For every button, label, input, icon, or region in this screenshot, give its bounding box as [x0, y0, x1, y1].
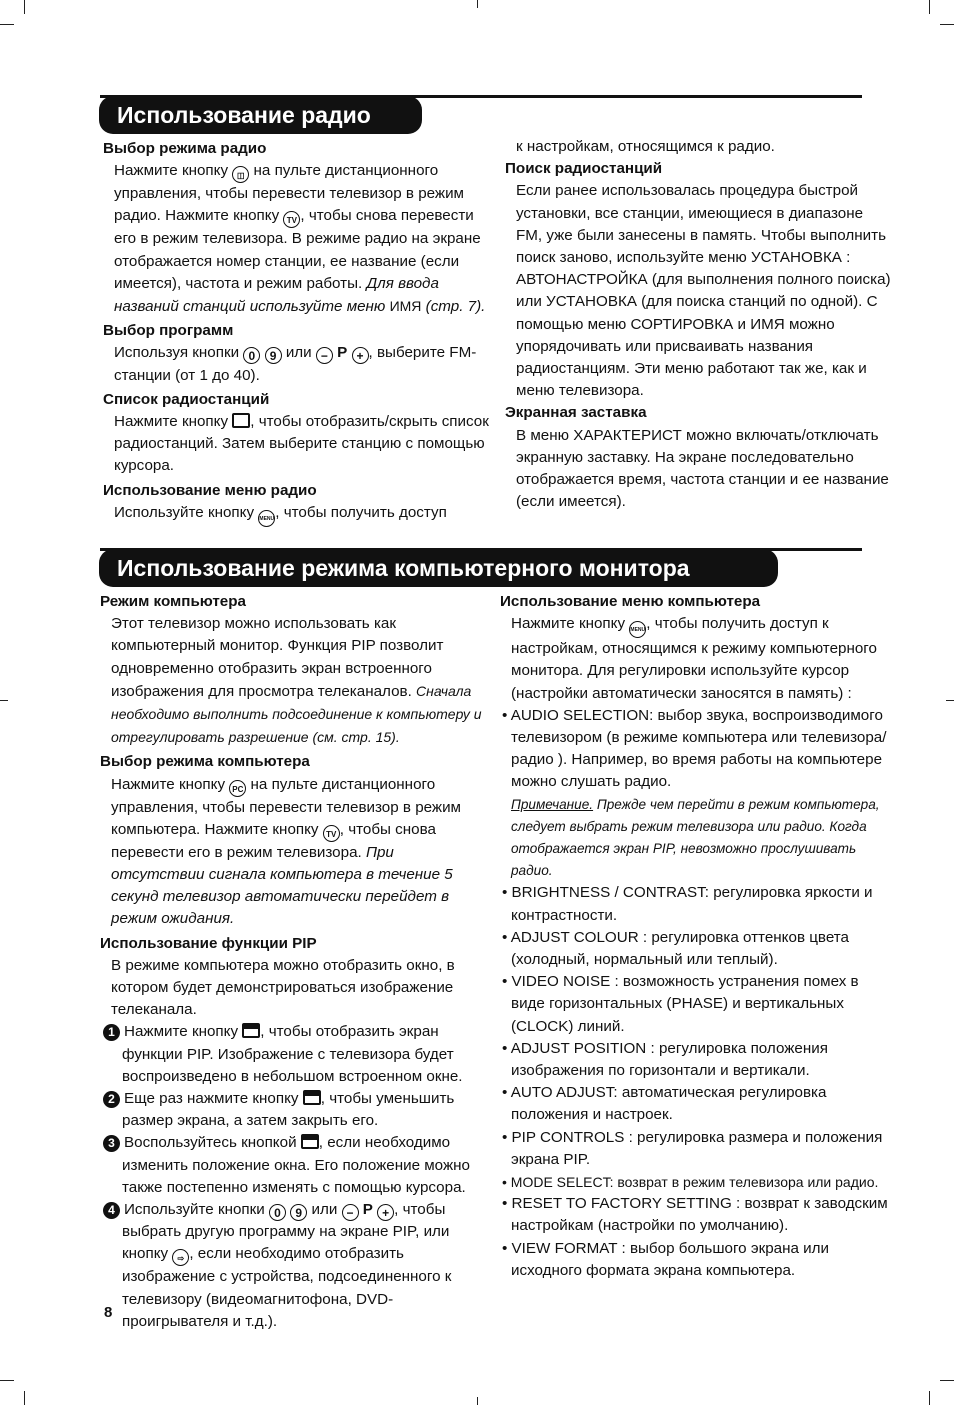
radio-menu-text-cont: к настройкам, относящимся к радио. — [516, 138, 775, 155]
radio-list-heading: Список радиостанций — [103, 390, 270, 408]
pc-column-left — [100, 591, 489, 1333]
pc-pip-text: В режиме компьютера можно отобразить окно, в котором будет демонстрироваться изображение телеканала. — [111, 956, 455, 1019]
pc-mode-heading: Режим компьютера — [100, 593, 246, 610]
pc-select-text: Нажмите кнопку PC на пульте дистанционного управления, чтобы перевести телевизор в режим компьютера. Нажмите кнопку TV , чтобы снова перевести его в режим телевизора. При отсутствии сигнала компьютера в течение 5 секунд телевизор автоматически перейдет в режим ожидания. — [111, 775, 462, 928]
step-number-icon: 4 — [103, 1202, 120, 1219]
minus-button-icon: − — [342, 1204, 359, 1221]
page-number: 8 — [104, 1304, 113, 1321]
crop-mark — [929, 0, 930, 14]
pip-step-4: 4 Используйте кнопки 0 9 или − P + , чтобы выбрать другую программу на экране PIP, или кнопку ⇨ , если необходимо отобразить изображение с устройства, подсоединенного к телевизору (видеомагнитофона, DVD-проигрывателя и т.д.). — [111, 1199, 489, 1333]
pc-menu-item: • PIP CONTROLS : регулировка размера и положения экрана PIP. — [502, 1128, 883, 1168]
crop-mark — [0, 700, 8, 701]
crop-mark — [24, 1391, 25, 1405]
radio-mode-heading: Выбор режима радио — [103, 140, 267, 157]
digit-0-button-icon: 0 — [243, 347, 260, 364]
section-title-pc: Использование режима компьютерного монитора — [99, 549, 778, 587]
list-button-icon — [232, 413, 250, 428]
tv-button-icon: TV — [323, 825, 340, 842]
pip-step-1: 1 Нажмите кнопку , чтобы отобразить экран функции PIP. Изображение с телевизора будет воспроизведено в небольшом встроенном окне. — [111, 1021, 489, 1088]
pc-column-right — [500, 591, 891, 1282]
radio-button-icon: ◫ — [232, 166, 249, 183]
crop-mark — [0, 24, 14, 25]
radio-prog-text: Используя кнопки 0 9 или − P + , выберите FM-станции (от 1 до 40). — [114, 344, 477, 384]
crop-mark — [940, 1380, 954, 1381]
pc-pip-heading: Использование функции PIP — [100, 934, 317, 952]
crop-mark — [477, 0, 478, 8]
step-number-icon: 2 — [103, 1091, 120, 1108]
tv-button-icon: TV — [283, 211, 300, 228]
menu-button-icon: MENU — [258, 510, 275, 527]
plus-button-icon: + — [352, 347, 369, 364]
pc-menu-item: • RESET TO FACTORY SETTING : возврат к заводским настройкам (настройки по умолчанию). — [502, 1195, 888, 1235]
section-title-radio: Использование радио — [99, 96, 422, 134]
radio-search-heading: Поиск радиостанций — [505, 160, 663, 178]
radio-list-text: Нажмите кнопку , чтобы отобразить/скрыть список радиостанций. Затем выберите станцию с помощью курсора. — [114, 413, 489, 475]
crop-mark — [946, 700, 954, 701]
step-number-icon: 3 — [103, 1135, 120, 1152]
digit-0-button-icon: 0 — [269, 1204, 286, 1221]
pip-position-button-icon — [301, 1134, 319, 1149]
pip-step-2: 2 Еще раз нажмите кнопку , чтобы уменьшить размер экрана, а затем закрыть его. — [111, 1088, 489, 1132]
crop-mark — [477, 1397, 478, 1405]
crop-mark — [0, 1380, 14, 1381]
radio-saver-text: В меню ХАРАКТЕРИСТ можно включать/отключать экранную заставку. На экране последовательно отображается время, частота станции и ее название (если имеется). — [516, 426, 889, 511]
radio-column-left — [103, 138, 492, 527]
pc-menu-item: • BRIGHTNESS / CONTRAST: регулировка яркости и контрастности. — [502, 884, 873, 924]
crop-mark — [24, 0, 25, 14]
step-number-icon: 1 — [103, 1024, 120, 1041]
radio-prog-heading: Выбор программ — [103, 322, 234, 340]
pc-menu-item: • VIEW FORMAT : выбор большого экрана или исходного формата экрана компьютера. — [502, 1239, 829, 1279]
pc-menu-item: • ADJUST POSITION : регулировка положения изображения по горизонтали и вертикали. — [502, 1039, 828, 1080]
plus-button-icon: + — [377, 1204, 394, 1221]
crop-mark — [940, 24, 954, 25]
radio-mode-text: Нажмите кнопку ◫ на пульте дистанционного управления, чтобы перевести телевизор в режим радио. Нажмите кнопку TV , чтобы снова перевести его в режим телевизора. В режиме радио на экране отображается номер станции, ее название (если имеется), частота и режим работы. Для ввода названий станций используйте меню ИМЯ (стр. 7). — [114, 162, 486, 316]
pc-menu-item-audio: • AUDIO SELECTION: выбор звука, воспроизводимого телевизором (в режиме компьютера или телевизора/радио ). Например, во время работы на компьютере можно слушать радио. — [502, 706, 887, 791]
pip-step-3: 3 Воспользуйтесь кнопкой , если необходимо изменить положение окна. Его положение можно также постепенно изменять с помощью курсора. — [111, 1132, 489, 1199]
digit-9-button-icon: 9 — [290, 1204, 307, 1221]
radio-column-right — [505, 136, 892, 513]
pc-select-heading: Выбор режима компьютера — [100, 753, 310, 771]
pc-menu-item: • ADJUST COLOUR : регулировка оттенков цвета (холодный, нормальный или теплый). — [502, 928, 849, 969]
radio-saver-heading: Экранная заставка — [505, 404, 647, 422]
digit-9-button-icon: 9 — [265, 347, 282, 364]
pip-button-icon — [303, 1090, 321, 1105]
radio-search-text: Если ранее использовалась процедура быстрой установки, все станции, имеющиеся в диапазоне FM, уже были занесены в память. Чтобы выполнить поиск заново, используйте меню УСТАНОВКА : АВТОНАСТРОЙКА (для выполнения полного поиска) или УСТАНОВКА (для поиска станций по одной). С помощью меню СОРТИРОВКА и ИМЯ можно упорядочивать или присваивать названия радиостанциям. Эти меню работают так же, как и меню телевизора. — [516, 182, 891, 400]
pc-menu-heading: Использование меню компьютера — [500, 593, 761, 610]
pc-button-icon: PC — [229, 780, 246, 797]
pc-mode-text: Этот телевизор можно использовать как компьютерный монитор. Функция PIP позволит одновременно отобразить экран встроенного изображения для просмотра телеканалов. Сначала необходимо выполнить подсоединение к компьютеру и отрегулировать разрешение (см. стр. 15). — [111, 615, 482, 746]
av-input-button-icon: ⇨ — [172, 1249, 189, 1266]
pc-menu-item: • VIDEO NOISE : возможность устранения помех в виде горизонтальных (PHASE) и вертикальных (CLOCK) линий. — [502, 973, 859, 1035]
crop-mark — [929, 1391, 930, 1405]
minus-button-icon: − — [316, 347, 333, 364]
pip-button-icon — [242, 1023, 260, 1038]
radio-menu-heading: Использование меню радио — [103, 481, 317, 499]
pc-menu-text: Нажмите кнопку MENU, чтобы получить доступ к настройкам, относящимся к режиму компьютерного монитора. Для регулировки используйте курсор (настройки автоматически заносятся в память) : — [511, 615, 877, 702]
pc-menu-item: • MODE SELECT: возврат в режим телевизора или радио. — [502, 1174, 879, 1191]
menu-button-icon: MENU — [629, 621, 646, 638]
pc-note: Примечание. Прежде чем перейти в режим компьютера, следует выбрать режим телевизора или радио. Когда отображается экран PIP, невозможно прослушивать радио. — [511, 796, 880, 879]
radio-menu-text: Используйте кнопку MENU, чтобы получить доступ — [114, 502, 492, 527]
pc-menu-item: • AUTO ADJUST: автоматическая регулировка положения и настроек. — [502, 1084, 827, 1124]
